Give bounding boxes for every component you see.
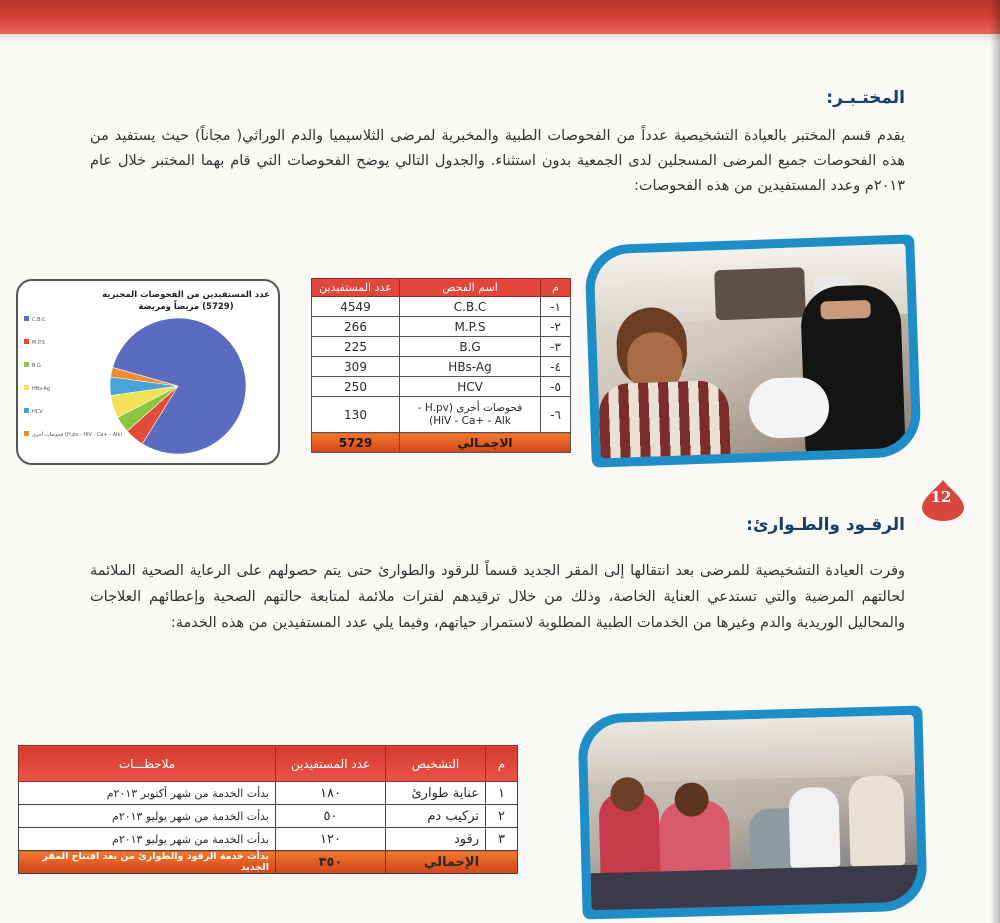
cell-notes: بدأت الخدمة من شهر يوليو ٢٠١٣م bbox=[19, 805, 276, 828]
total-label: الإجمالي bbox=[386, 851, 518, 874]
cell-count: ٥٠ bbox=[276, 805, 386, 828]
lab-photo-frame bbox=[584, 234, 922, 467]
table-row bbox=[312, 317, 571, 337]
legend-swatch bbox=[24, 408, 29, 413]
table-row bbox=[312, 297, 571, 317]
cell-notes: بدأت الخدمة من شهر يوليو ٢٠١٣م bbox=[19, 828, 276, 851]
cell-diagnosis: تركيب دم bbox=[386, 805, 486, 828]
cell-count: ١٢٠ bbox=[276, 828, 386, 851]
cell-num: ٣- bbox=[541, 337, 571, 357]
legend-swatch bbox=[24, 362, 29, 367]
cell-count: 130 bbox=[312, 397, 400, 433]
cell-num: ٦- bbox=[541, 397, 571, 433]
cell-num: ٣ bbox=[486, 828, 518, 851]
legend-label: C.B.C bbox=[32, 317, 46, 323]
lab-paragraph: يقدم قسم المختبر بالعيادة التشخيصية عدداً من الفحوصات الطبية والمخبرية لمرضى الثلاسيميا والدم الوراثي( مجاناً) حيث يستفيد من هذه الفحوصات جميع المرضى المسجلين لدى الجمعية بدون استثناء. والجدول التالي يوضح الفحوصات التي قام بهما المختبر خلال عام ٢٠١٣م وعدد المستفيدين من هذه الفحوصات: bbox=[90, 128, 905, 194]
legend-label: HBs-Ag bbox=[32, 386, 51, 392]
cell-test-name: C.B.C bbox=[400, 297, 541, 317]
total-notes: بدأت خدمة الرقود والطوارئ من بعد افتتاح المقر الجديد bbox=[19, 851, 276, 874]
legend-label: HCV bbox=[32, 409, 43, 415]
ward-photo-frame bbox=[577, 706, 927, 920]
table-row bbox=[19, 782, 518, 805]
table-total-row bbox=[19, 851, 518, 874]
total-count: 5729 bbox=[312, 433, 400, 453]
page-header-bar bbox=[0, 0, 1000, 34]
table-row bbox=[312, 337, 571, 357]
pie-legend bbox=[24, 316, 122, 438]
cell-count: 309 bbox=[312, 357, 400, 377]
ward-heading: الرقـود والطـوارئ: bbox=[746, 515, 905, 535]
cell-count: 266 bbox=[312, 317, 400, 337]
pie-slices bbox=[110, 318, 246, 454]
cell-test-name: B.G bbox=[400, 337, 541, 357]
cell-num: ١- bbox=[541, 297, 571, 317]
cell-test-name: M.P.S bbox=[400, 317, 541, 337]
header-num: م bbox=[541, 279, 571, 297]
legend-label: M.P.S bbox=[32, 340, 45, 346]
table-header-row bbox=[19, 746, 518, 782]
pie-chart-svg bbox=[18, 281, 280, 465]
header-diagnosis: التشخيص bbox=[386, 746, 486, 782]
header-test-name: اسم الفحص bbox=[400, 279, 541, 297]
cell-diagnosis: عناية طوارئ bbox=[386, 782, 486, 805]
cell-diagnosis: رقود bbox=[386, 828, 486, 851]
ward-photo bbox=[587, 715, 919, 910]
cell-test-name: HBs-Ag bbox=[400, 357, 541, 377]
cell-num: ٥- bbox=[541, 377, 571, 397]
table-header-row bbox=[312, 279, 571, 297]
cell-num: ٤- bbox=[541, 357, 571, 377]
cell-count: 250 bbox=[312, 377, 400, 397]
header-count: عدد المستفيدين bbox=[276, 746, 386, 782]
cell-count: ١٨٠ bbox=[276, 782, 386, 805]
page-number: 12 bbox=[930, 488, 952, 506]
cell-num: ٢- bbox=[541, 317, 571, 337]
header-num: م bbox=[486, 746, 518, 782]
legend-label: فحوصات أخرى (H.pv - HiV - Ca+ - Alk) bbox=[32, 432, 123, 438]
cell-num: ٢ bbox=[486, 805, 518, 828]
lab-photo bbox=[594, 244, 913, 459]
table-row bbox=[312, 357, 571, 377]
legend-swatch bbox=[24, 316, 29, 321]
legend-label: B.G bbox=[32, 363, 41, 369]
cell-count: 225 bbox=[312, 337, 400, 357]
cell-test-name: HCV bbox=[400, 377, 541, 397]
page-binding-shadow bbox=[990, 0, 1000, 923]
table-row bbox=[312, 377, 571, 397]
cell-count: 4549 bbox=[312, 297, 400, 317]
header-shadow bbox=[0, 34, 1000, 42]
chart-title: عدد المستفيدين من الفحوصات المخبرية bbox=[102, 290, 270, 300]
cell-num: ١ bbox=[486, 782, 518, 805]
chart-subtitle: (5729) مريضاً ومريضة bbox=[138, 302, 234, 312]
total-count: ٣٥٠ bbox=[276, 851, 386, 874]
cell-test-name-line2: (HiV - Ca+ - Alk bbox=[429, 414, 511, 427]
lab-tests-table bbox=[311, 278, 571, 453]
legend-swatch bbox=[24, 431, 29, 436]
table-row bbox=[19, 828, 518, 851]
table-total-row bbox=[312, 433, 571, 453]
ward-services-table bbox=[18, 745, 518, 874]
table-row bbox=[312, 397, 571, 433]
ward-paragraph: وفرت العيادة التشخيصية للمرضى بعد انتقالها إلى المقر الجديد قسماً للرقود والطوارئ حتى يتم حصولهم على الرعاية الصحية الملائمة لحالتهم المرضية والتي تستدعي العناية الخاصة، وذلك من خلال ترقيدهم لفترات ملائمة لمتابعة حالتهم الصحية وإعطائهم العلاجات والمحاليل الوريدية والدم وغيرها من الخدمات الطبية المطلوبة لاستمرار حياتهم، وفيما يلي عدد المستفيدين من هذه الخدمة: bbox=[90, 563, 905, 631]
legend-swatch bbox=[24, 339, 29, 344]
header-notes: ملاحظـــات bbox=[19, 746, 276, 782]
legend-swatch bbox=[24, 385, 29, 390]
lab-heading: المختـبـر: bbox=[826, 88, 905, 108]
table-row bbox=[19, 805, 518, 828]
total-label: الاجمـالي bbox=[400, 433, 571, 453]
cell-test-name bbox=[400, 397, 541, 433]
cell-test-name-line1: فحوصات أخرى (H.pv - bbox=[417, 401, 523, 414]
header-count: عدد المستفيدين bbox=[312, 279, 400, 297]
lab-pie-chart bbox=[16, 279, 280, 465]
cell-notes: بدأت الخدمة من شهر أكتوبر ٢٠١٣م bbox=[19, 782, 276, 805]
